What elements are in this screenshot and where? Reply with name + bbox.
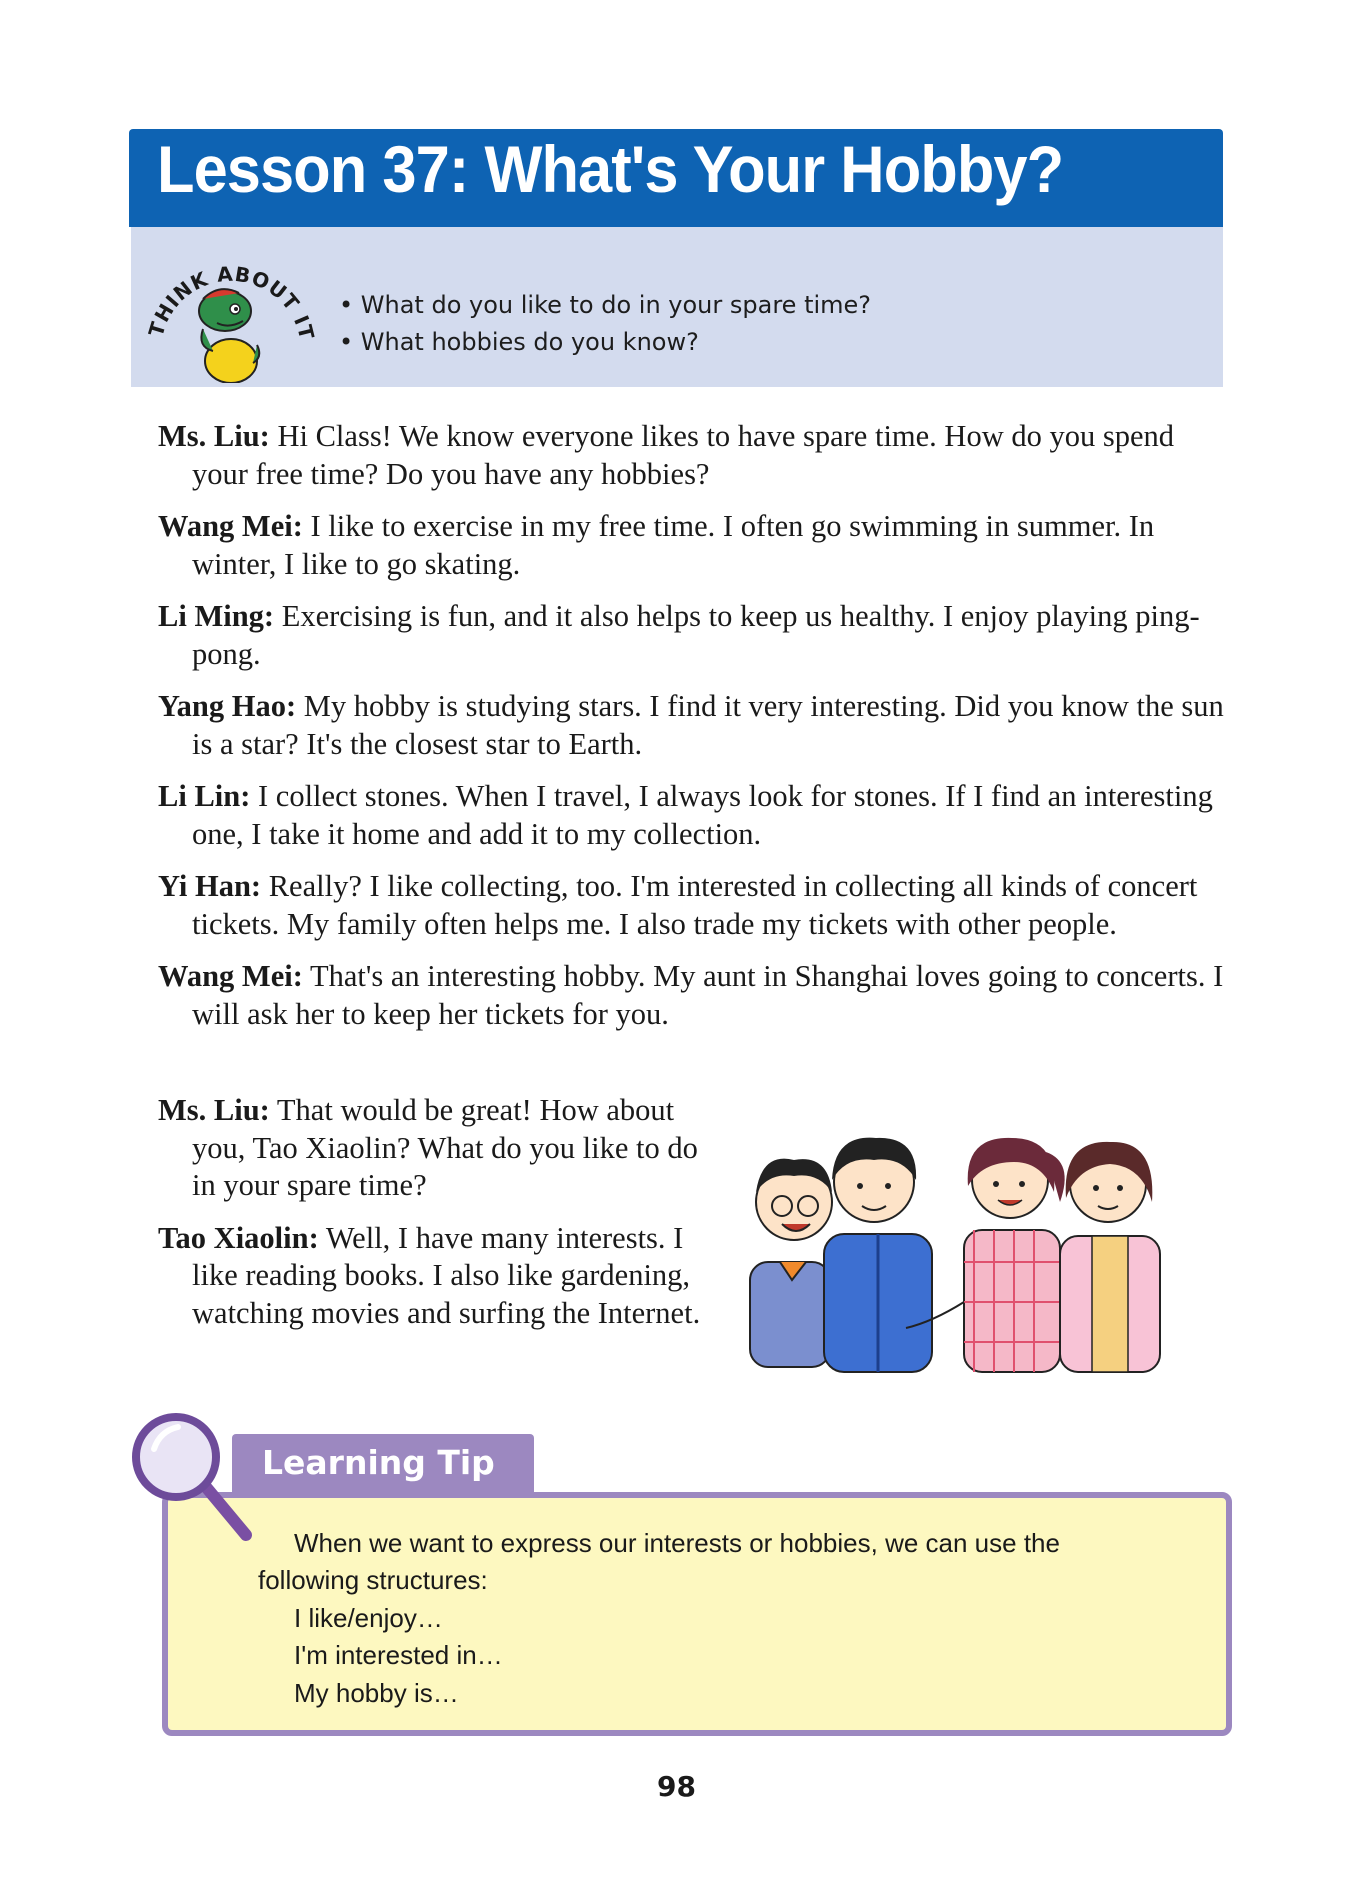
think-about-it-badge-icon: [139, 233, 319, 383]
badge-text: THINK ABOUT IT: [143, 261, 319, 343]
think-about-it-box: [131, 227, 1223, 387]
speaker-name: Wang Mei:: [158, 959, 303, 993]
boy-blue-jacket-figure: [824, 1138, 932, 1372]
tip-structure: My hobby is…: [294, 1678, 459, 1708]
students-illustration: [742, 1122, 1182, 1380]
dialogue-line: [158, 418, 1228, 493]
dialogue-text: That would be great! How about you, Tao Xiaolin? What do you like to do in your spare time?: [192, 1093, 698, 1202]
dialogue-line: [158, 598, 1228, 673]
dialogue-section: [158, 418, 1228, 1048]
dialogue-line: [158, 958, 1228, 1033]
dialogue-text: Hi Class! We know everyone likes to have spare time. How do you spend your free time? Do you have any hobbies?: [192, 419, 1175, 491]
speaker-name: Li Ming:: [158, 599, 275, 633]
speaker-name: Ms. Liu:: [158, 1093, 270, 1127]
girl-pink-cardigan-figure: [1060, 1142, 1160, 1372]
dialogue-text: Really? I like collecting, too. I'm interested in collecting all kinds of concert tickets. My family often helps me. I also trade my tickets with other people.: [192, 869, 1198, 941]
dialogue-line: [158, 778, 1228, 853]
dialogue-text: I collect stones. When I travel, I always look for stones. If I find an interesting one, I take it home and add it to my collection.: [192, 779, 1213, 851]
tip-structure: I like/enjoy…: [294, 1603, 443, 1633]
dialogue-text: That's an interesting hobby. My aunt in Shanghai loves going to concerts. I will ask her to keep her tickets for you.: [192, 959, 1224, 1031]
speaker-name: Yi Han:: [158, 869, 262, 903]
speaker-name: Li Lin:: [158, 779, 251, 813]
boy-glasses-figure: [750, 1159, 832, 1367]
lesson-title-bar: [129, 129, 1223, 227]
dialogue-text: Well, I have many interests. I like reading books. I also like gardening, watching movies and surfing the Internet.: [192, 1220, 701, 1330]
dialogue-line: [158, 508, 1228, 583]
tip-structure: I'm interested in…: [294, 1640, 503, 1670]
learning-tip-label: Learning Tip: [262, 1443, 495, 1482]
speaker-name: Ms. Liu:: [158, 419, 270, 453]
dialogue-text: My hobby is studying stars. I find it very interesting. Did you know the sun is a star? It's the closest star to Earth.: [192, 689, 1224, 761]
magnifier-icon: [126, 1407, 266, 1547]
dialogue-text: I like to exercise in my free time. I often go swimming in summer. In winter, I like to go skating.: [192, 509, 1155, 581]
tip-intro-line-1: When we want to express our interests or hobbies, we can use the: [294, 1528, 1060, 1558]
dialogue-text: Exercising is fun, and it also helps to keep us healthy. I enjoy playing ping-pong.: [192, 599, 1200, 671]
learning-tip-box: [162, 1492, 1232, 1736]
tip-intro-line-2: following structures:: [258, 1565, 488, 1595]
learning-tip-tab: [232, 1434, 534, 1494]
think-question-2: • What hobbies do you know?: [339, 328, 699, 356]
think-question-1: • What do you like to do in your spare time?: [339, 291, 872, 319]
speaker-name: Yang Hao:: [158, 689, 297, 723]
speaker-name: Tao Xiaolin:: [158, 1220, 319, 1255]
dialogue-line: [158, 1092, 718, 1205]
page-number: 98: [657, 1770, 696, 1803]
dialogue-section-narrow: [158, 1092, 718, 1347]
lesson-title: Lesson 37: What's Your Hobby?: [157, 132, 1064, 206]
dialogue-line: [158, 868, 1228, 943]
dialogue-line: [158, 688, 1228, 763]
dialogue-line: [158, 1220, 718, 1333]
speaker-name: Wang Mei:: [158, 509, 303, 543]
